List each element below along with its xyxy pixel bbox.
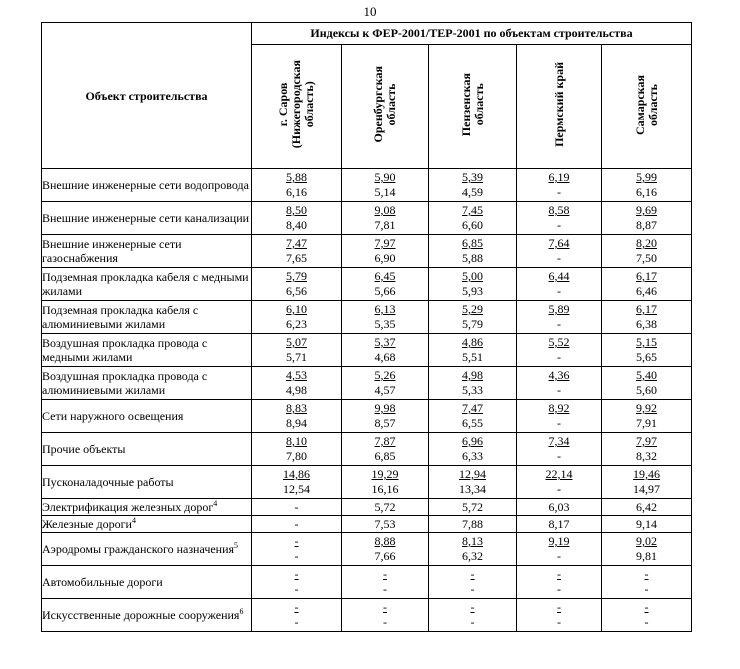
index-value-top: 6,19: [548, 170, 570, 184]
page-number: 10: [363, 4, 377, 19]
object-name-text: Прочие объекты: [42, 442, 126, 456]
index-value-bottom: 5,60: [636, 383, 657, 397]
index-value-bottom: 5,65: [636, 350, 657, 364]
index-value-top: -: [294, 567, 299, 581]
index-cell: [517, 433, 602, 466]
index-value-top: 22,14: [545, 467, 573, 481]
footnote-mark: 4: [213, 499, 218, 508]
index-cell: [602, 268, 692, 301]
index-value-bottom: 4,57: [374, 383, 396, 397]
index-cell: [429, 334, 517, 367]
index-value-top: 8,58: [548, 203, 570, 217]
index-value-bottom: 6,60: [462, 218, 483, 232]
index-value-bottom: 8,32: [636, 449, 657, 463]
table-row: [42, 301, 692, 334]
index-value: 6,42: [636, 499, 657, 514]
index-value-bottom: 9,81: [636, 549, 657, 563]
index-value-bottom: -: [557, 416, 561, 430]
index-value-top: 5,39: [462, 170, 483, 184]
index-value-bottom: 4,98: [286, 383, 307, 397]
object-name: [42, 268, 252, 301]
region-header: [429, 45, 517, 169]
index-cell: [342, 599, 429, 632]
index-value-top: 7,47: [462, 401, 483, 415]
index-value-bottom: 5,33: [462, 383, 483, 397]
object-name-text: Пусконаладочные работы: [42, 475, 174, 489]
object-name: [42, 301, 252, 334]
index-value-top: 9,98: [374, 401, 396, 415]
index-cell: [252, 533, 342, 566]
index-value-top: 5,40: [636, 368, 657, 382]
index-value-bottom: 13,34: [459, 482, 486, 496]
index-value-bottom: -: [557, 449, 561, 463]
index-cell: [517, 367, 602, 400]
index-value-top: 5,90: [374, 170, 396, 184]
index-cell: [252, 466, 342, 499]
index-value: 6,03: [548, 499, 570, 514]
index-cell: [602, 400, 692, 433]
index-cell: [252, 433, 342, 466]
index-value-bottom: 8,40: [286, 218, 307, 232]
index-value-top: 8,92: [548, 401, 570, 415]
object-name-text: Воздушная прокладка провода с медными жилами: [42, 336, 208, 364]
index-value-bottom: -: [470, 615, 475, 629]
index-value-top: -: [470, 600, 475, 614]
index-value-top: 6,17: [636, 269, 657, 283]
index-value-bottom: -: [294, 615, 299, 629]
index-value-bottom: -: [644, 615, 649, 629]
index-value-bottom: 7,81: [374, 218, 396, 232]
index-cell: [342, 433, 429, 466]
index-value: -: [294, 516, 299, 531]
index-cell: [252, 516, 342, 533]
table-row: [42, 533, 692, 566]
index-value-bottom: -: [644, 582, 649, 596]
index-value-top: 5,89: [548, 302, 570, 316]
index-value-bottom: 8,94: [286, 416, 307, 430]
index-cell: [602, 433, 692, 466]
index-value-bottom: 5,71: [286, 350, 307, 364]
index-value-top: 6,44: [548, 269, 570, 283]
object-name: [42, 499, 252, 516]
index-value-bottom: -: [470, 582, 475, 596]
index-cell: [429, 599, 517, 632]
index-value-top: 6,85: [462, 236, 483, 250]
object-name: [42, 533, 252, 566]
index-cell: [602, 202, 692, 235]
index-value-bottom: -: [557, 185, 561, 199]
index-value-bottom: 5,14: [374, 185, 396, 199]
index-cell: [602, 301, 692, 334]
index-cell: [429, 499, 517, 516]
index-value-top: 5,99: [636, 170, 657, 184]
index-cell: [517, 202, 602, 235]
index-value-top: 6,17: [636, 302, 657, 316]
index-value-bottom: 7,91: [636, 416, 657, 430]
index-value-bottom: 6,23: [286, 317, 307, 331]
index-cell: [602, 235, 692, 268]
table-row: [42, 367, 692, 400]
index-cell: [602, 566, 692, 599]
index-cell: [342, 334, 429, 367]
index-value-bottom: 6,32: [462, 549, 483, 563]
index-value-bottom: 7,80: [286, 449, 307, 463]
object-name-text: Искусственные дорожные сооружения: [42, 608, 240, 622]
index-value-top: 7,64: [548, 236, 570, 250]
index-value-top: 7,34: [548, 434, 570, 448]
index-value-top: 7,45: [462, 203, 483, 217]
object-name-text: Подземная прокладка кабеля с алюминиевыми жилами: [42, 303, 199, 331]
index-cell: [252, 235, 342, 268]
index-value-top: 6,10: [286, 302, 307, 316]
object-name-text: Автомобильные дороги: [42, 575, 163, 589]
index-value-bottom: 7,50: [636, 251, 657, 265]
index-cell: [342, 367, 429, 400]
index-value-top: 5,37: [374, 335, 396, 349]
index-cell: [429, 466, 517, 499]
table-row: [42, 169, 692, 202]
index-cell: [342, 169, 429, 202]
index-value-bottom: 7,66: [374, 549, 396, 563]
region-label: Пермский край: [551, 62, 566, 147]
index-value-top: -: [644, 567, 649, 581]
index-value-bottom: 6,90: [374, 251, 396, 265]
index-cell: [602, 599, 692, 632]
index-value: 5,72: [374, 499, 396, 514]
table-row: [42, 433, 692, 466]
object-name-text: Электрификация железных дорог: [42, 500, 214, 514]
index-value-top: 4,36: [548, 368, 570, 382]
object-name: [42, 235, 252, 268]
index-value-top: 4,98: [462, 368, 483, 382]
index-cell: [342, 533, 429, 566]
index-cell: [342, 202, 429, 235]
table-row: [42, 334, 692, 367]
index-value-top: 6,96: [462, 434, 483, 448]
index-cell: [517, 499, 602, 516]
index-value-top: -: [644, 600, 649, 614]
index-value-bottom: 5,88: [462, 251, 483, 265]
index-cell: [517, 400, 602, 433]
index-cell: [429, 169, 517, 202]
index-cell: [602, 334, 692, 367]
index-cell: [429, 268, 517, 301]
table-body: [42, 169, 692, 632]
object-name: [42, 516, 252, 533]
index-value-bottom: 5,66: [374, 284, 396, 298]
region-label: Оренбургская область: [371, 66, 398, 143]
region-header: [602, 45, 692, 169]
index-value-bottom: -: [557, 549, 561, 563]
index-value-top: 8,88: [374, 534, 396, 548]
index-cell: [517, 169, 602, 202]
index-value-bottom: 4,59: [462, 185, 483, 199]
object-name: [42, 367, 252, 400]
index-value-top: -: [383, 567, 387, 581]
object-name: [42, 334, 252, 367]
footnote-mark: 6: [239, 607, 244, 616]
index-cell: [429, 301, 517, 334]
index-value-bottom: 5,93: [462, 284, 483, 298]
index-cell: [602, 516, 692, 533]
index-cell: [517, 268, 602, 301]
index-cell: [602, 466, 692, 499]
object-name-text: Воздушная прокладка провода с алюминиевыми жилами: [42, 369, 208, 397]
index-cell: [517, 599, 602, 632]
object-name: [42, 599, 252, 632]
index-value-bottom: 12,54: [283, 482, 310, 496]
object-name-text: Сети наружного освещения: [42, 409, 184, 423]
object-name: [42, 400, 252, 433]
index-value-top: 12,94: [459, 467, 486, 481]
index-cell: [429, 235, 517, 268]
index-value-bottom: 5,35: [374, 317, 396, 331]
index-value-bottom: -: [294, 549, 299, 563]
index-value-top: 7,97: [374, 236, 396, 250]
index-value-top: 9,69: [636, 203, 657, 217]
index-value-bottom: -: [294, 582, 299, 596]
index-value-top: 5,79: [286, 269, 307, 283]
index-value-bottom: 6,46: [636, 284, 657, 298]
index-value-top: 4,53: [286, 368, 307, 382]
index-value: -: [294, 499, 299, 514]
index-value-bottom: -: [557, 615, 561, 629]
index-cell: [342, 516, 429, 533]
index-cell: [252, 566, 342, 599]
index-cell: [429, 400, 517, 433]
index-cell: [252, 268, 342, 301]
index-value-top: 5,29: [462, 302, 483, 316]
index-value-bottom: 8,57: [374, 416, 396, 430]
index-cell: [517, 516, 602, 533]
region-header: [517, 45, 602, 169]
object-name: [42, 433, 252, 466]
index-cell: [429, 433, 517, 466]
region-header: [252, 45, 342, 169]
index-cell: [517, 533, 602, 566]
index-value-bottom: -: [557, 582, 561, 596]
index-value-bottom: -: [557, 482, 561, 496]
index-value-top: -: [557, 600, 561, 614]
index-cell: [602, 533, 692, 566]
index-cell: [252, 202, 342, 235]
index-value-bottom: -: [557, 218, 561, 232]
index-value-bottom: 6,16: [286, 185, 307, 199]
index-value-bottom: -: [557, 317, 561, 331]
index-cell: [517, 301, 602, 334]
index-value-top: 19,29: [371, 467, 399, 481]
index-value-bottom: 6,38: [636, 317, 657, 331]
index-value-bottom: 14,97: [633, 482, 660, 496]
object-name: [42, 566, 252, 599]
footnote-mark: 4: [131, 516, 136, 525]
object-name: [42, 169, 252, 202]
table-row: [42, 466, 692, 499]
region-label: Пензенская область: [458, 72, 486, 137]
index-cell: [342, 566, 429, 599]
index-cell: [342, 466, 429, 499]
index-value-bottom: 6,56: [286, 284, 307, 298]
index-value-top: 5,00: [462, 269, 483, 283]
index-cell: [252, 301, 342, 334]
index-cell: [517, 566, 602, 599]
index-value-top: 8,50: [286, 203, 307, 217]
index-cell: [602, 169, 692, 202]
indices-group-header: Индексы к ФЕР-2001/ТЕР-2001 по объектам строительства: [252, 23, 692, 45]
object-name: [42, 466, 252, 499]
index-value-bottom: -: [383, 582, 387, 596]
index-cell: [342, 400, 429, 433]
index-value-bottom: 6,16: [636, 185, 657, 199]
index-cell: [602, 367, 692, 400]
footnote-mark: 5: [234, 541, 239, 550]
index-value-top: 5,26: [374, 368, 396, 382]
index-value-top: 19,46: [633, 467, 660, 481]
object-name-text: Внешние инженерные сети водопровода: [42, 178, 249, 192]
index-value-bottom: 4,68: [374, 350, 396, 364]
index-value-top: 7,97: [636, 434, 657, 448]
index-value-top: 5,15: [636, 335, 657, 349]
index-value-bottom: 8,87: [636, 218, 657, 232]
index-value: 7,53: [374, 516, 396, 531]
index-value-top: 8,13: [462, 534, 483, 548]
index-value-bottom: -: [557, 284, 561, 298]
object-column-header: Объект строительства: [42, 23, 252, 169]
index-value-top: 8,10: [286, 434, 307, 448]
table-row: [42, 268, 692, 301]
index-value-top: -: [557, 567, 561, 581]
index-value-top: 14,86: [283, 467, 310, 481]
index-cell: [602, 499, 692, 516]
index-cell: [252, 599, 342, 632]
index-value-top: 5,88: [286, 170, 307, 184]
index-value-bottom: 5,79: [462, 317, 483, 331]
index-value-top: 9,02: [636, 534, 657, 548]
index-value-top: 9,08: [374, 203, 396, 217]
index-cell: [342, 235, 429, 268]
index-value-bottom: 6,55: [462, 416, 483, 430]
index-value-top: 8,83: [286, 401, 307, 415]
index-value-top: 7,87: [374, 434, 396, 448]
index-table: [41, 22, 692, 632]
table-row: [42, 499, 692, 516]
index-value-top: -: [294, 600, 299, 614]
table-row: [42, 400, 692, 433]
index-value-top: 5,07: [286, 335, 307, 349]
index-value-top: 6,45: [374, 269, 396, 283]
index-value-top: 9,92: [636, 401, 657, 415]
index-value-top: -: [470, 567, 475, 581]
index-value: 9,14: [636, 516, 657, 531]
index-cell: [429, 367, 517, 400]
index-value-top: 8,20: [636, 236, 657, 250]
index-value-top: 5,52: [548, 335, 570, 349]
region-label: Самарская область: [632, 74, 660, 135]
index-cell: [429, 533, 517, 566]
index-cell: [252, 169, 342, 202]
index-cell: [252, 367, 342, 400]
index-value-bottom: 16,16: [371, 482, 399, 496]
object-name-text: Внешние инженерные сети канализации: [42, 211, 250, 225]
table-row: [42, 516, 692, 533]
index-value-bottom: 6,33: [462, 449, 483, 463]
index-cell: [342, 499, 429, 516]
table-row: [42, 566, 692, 599]
index-value: 5,72: [462, 499, 483, 514]
region-header: [342, 45, 429, 169]
index-value-top: 4,86: [462, 335, 483, 349]
index-value: 8,17: [548, 516, 570, 531]
index-value-top: -: [383, 600, 387, 614]
object-name-text: Аэродромы гражданского назначения: [42, 542, 235, 556]
object-name-text: Железные дороги: [42, 517, 132, 531]
index-cell: [342, 268, 429, 301]
index-cell: [342, 301, 429, 334]
index-value-bottom: -: [557, 350, 561, 364]
table-row: [42, 202, 692, 235]
index-value-top: 7,47: [286, 236, 307, 250]
index-cell: [429, 202, 517, 235]
index-cell: [517, 334, 602, 367]
index-value-bottom: -: [557, 251, 561, 265]
index-cell: [517, 235, 602, 268]
index-cell: [429, 516, 517, 533]
object-name: [42, 202, 252, 235]
index-cell: [252, 499, 342, 516]
object-name-text: Подземная прокладка кабеля с медными жилами: [42, 270, 249, 298]
index-cell: [517, 466, 602, 499]
index-value-bottom: 7,65: [286, 251, 307, 265]
table-row: [42, 235, 692, 268]
index-cell: [252, 400, 342, 433]
index-value-bottom: 5,51: [462, 350, 483, 364]
object-name-text: Внешние инженерные сети газоснабжения: [42, 237, 182, 265]
region-label: г. Саров (Нижегородская область): [276, 60, 316, 149]
index-value-bottom: -: [383, 615, 387, 629]
index-value-bottom: -: [557, 383, 561, 397]
index-value: 7,88: [462, 516, 483, 531]
index-value-bottom: 6,85: [374, 449, 396, 463]
index-value-top: 6,13: [374, 302, 396, 316]
index-value-top: 9,19: [548, 534, 570, 548]
index-value-top: -: [294, 534, 299, 548]
index-cell: [252, 334, 342, 367]
index-cell: [429, 566, 517, 599]
table-row: [42, 599, 692, 632]
